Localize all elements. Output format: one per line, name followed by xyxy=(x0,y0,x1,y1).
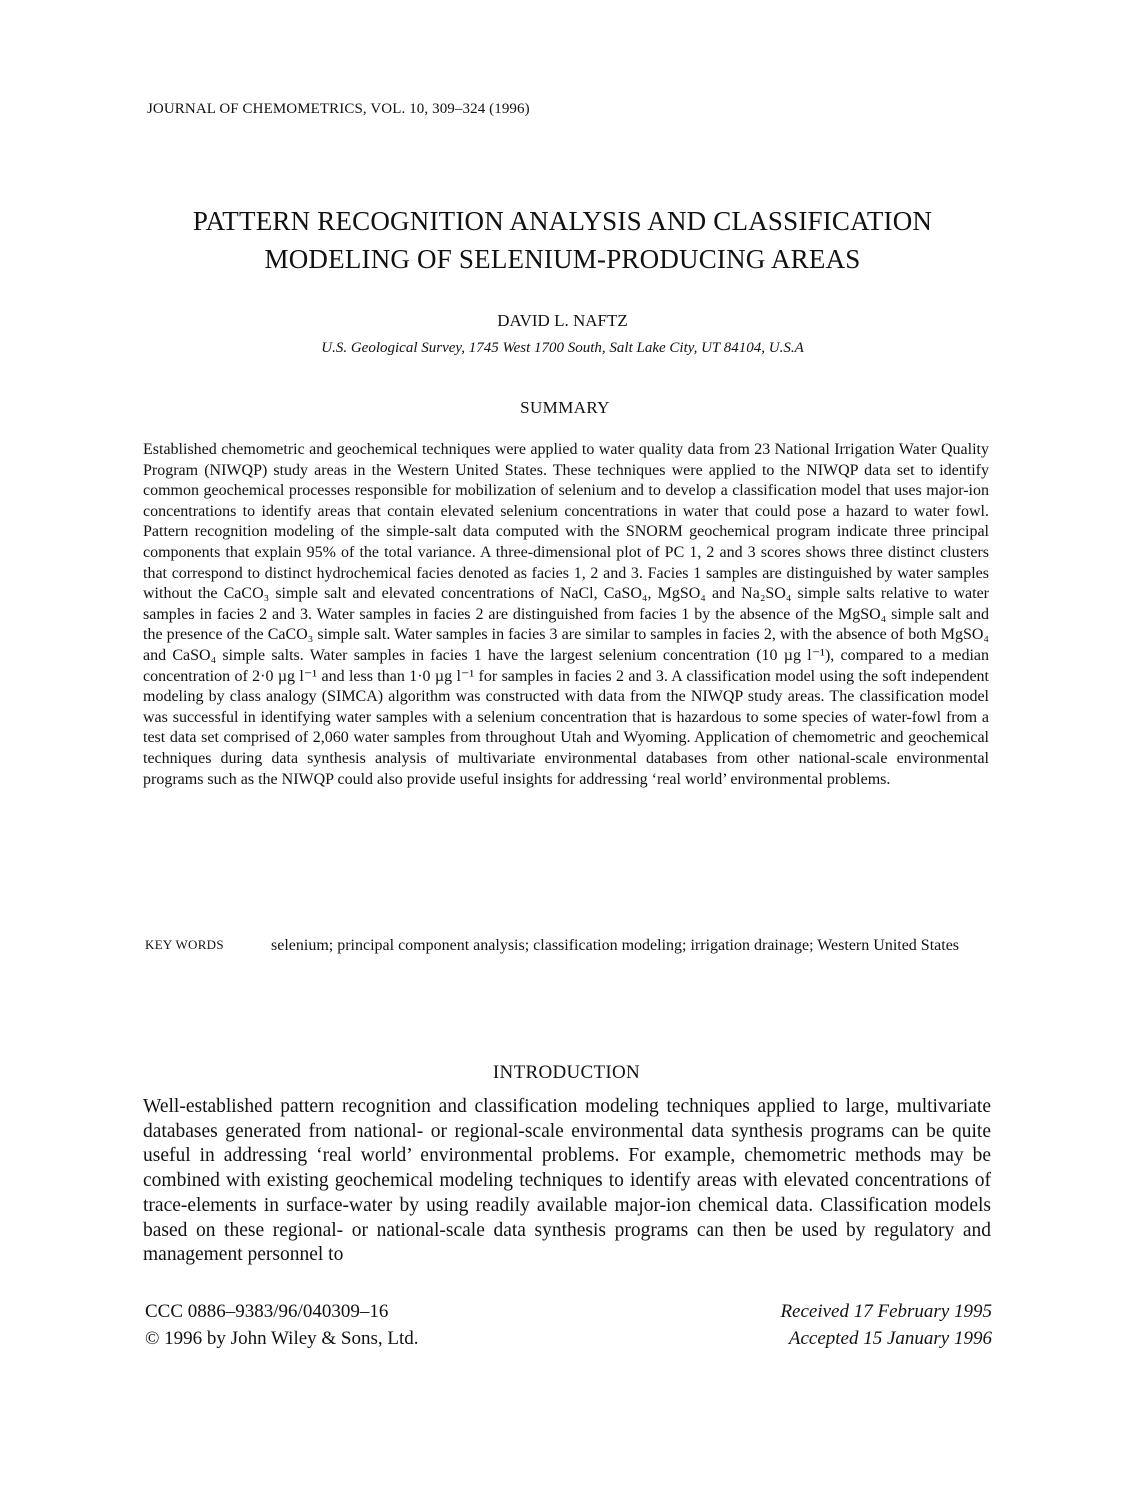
title-line-2: MODELING OF SELENIUM-PRODUCING AREAS xyxy=(264,244,861,274)
summary-heading: SUMMARY xyxy=(520,398,610,417)
author-name: DAVID L. NAFTZ xyxy=(497,311,628,330)
introduction-heading: INTRODUCTION xyxy=(492,1062,641,1083)
introduction-text: Well-established pattern recognition and classification modeling techniques applied to large, multivariate databases generated from national- or regional-scale environmental data synthesis programs can be quite useful in addressing ‘real world’ environmental problems. For example, chemometric methods may be combined with existing geochemical modeling techniques to identify areas with elevated concentrations of trace-elements in surface-water by using readily available major-ion chemical data. Classification models based on these regional- or national-scale data synthesis programs can then be used by regulatory and management personnel to xyxy=(143,1096,991,1266)
keywords-text: selenium; principal component analysis; classification modeling; irrigation drainage; Western United States xyxy=(271,937,960,954)
title-line-1: PATTERN RECOGNITION ANALYSIS AND CLASSIFICATION xyxy=(192,206,933,236)
ccc-code: CCC 0886–9383/96/040309–16 xyxy=(145,1301,389,1322)
copyright-notice: © 1996 by John Wiley & Sons, Ltd. xyxy=(145,1328,419,1349)
keywords-label: KEY WORDS xyxy=(145,937,224,952)
journal-header: JOURNAL OF CHEMOMETRICS, VOL. 10, 309–324 (1996) xyxy=(147,101,530,117)
author-affiliation: U.S. Geological Survey, 1745 West 1700 South, Salt Lake City, UT 84104, U.S.A xyxy=(321,340,804,356)
footer-left xyxy=(145,1298,419,1352)
received-date: Received 17 February 1995 xyxy=(780,1301,992,1322)
accepted-date: Accepted 15 January 1996 xyxy=(788,1328,992,1349)
footer-right xyxy=(780,1298,992,1352)
paper-title xyxy=(120,202,1005,278)
summary-text: Established chemometric and geochemical techniques were applied to water quality data from 23 National Irrigation Water Quality Program (NIWQP) study areas in the Western United States. These techniques were applied to the NIWQP data set to identify common geochemical processes responsible for mobilization of selenium and to develop a classification model that uses major-ion concentrations to identify areas that contain elevated selenium concentrations in water that could pose a hazard to water fowl. Pattern recognition modeling of the simple-salt data computed with the SNORM geochemical program indicate three principal components that explain 95% of the total variance. A three-dimensional plot of PC 1, 2 and 3 scores shows three distinct clusters that correspond to distinct hydrochemical facies denoted as facies 1, 2 and 3. Facies 1 samples are distinguished by water samples without the CaCO₃ simple salt and elevated concentrations of NaCl, CaSO₄, MgSO₄ and Na₂SO₄ simple salts relative to water samples in facies 2 and 3. Water samples in facies 2 are distinguished from facies 1 by the absence of the MgSO₄ simple salt and the presence of the CaCO₃ simple salt. Water samples in facies 3 are similar to samples in facies 2, with the absence of both MgSO₄ and CaSO₄ simple salts. Water samples in facies 1 have the largest selenium concentration (10 µg l⁻¹), compared to a median concentration of 2·0 µg l⁻¹ and less than 1·0 µg l⁻¹ for samples in facies 2 and 3. A classification model using the soft independent modeling by class analogy (SIMCA) algorithm was constructed with data from the NIWQP study areas. The classification model was successful in identifying water samples with a selenium concentration that is hazardous to some species of water-fowl from a test data set comprised of 2,060 water samples from throughout Utah and Wyoming. Application of chemometric and geochemical techniques during data synthesis analysis of multivariate environmental databases from other national-scale environmental programs such as the NIWQP could also provide useful insights for addressing ‘real world’ environmental problems. xyxy=(143,441,989,788)
